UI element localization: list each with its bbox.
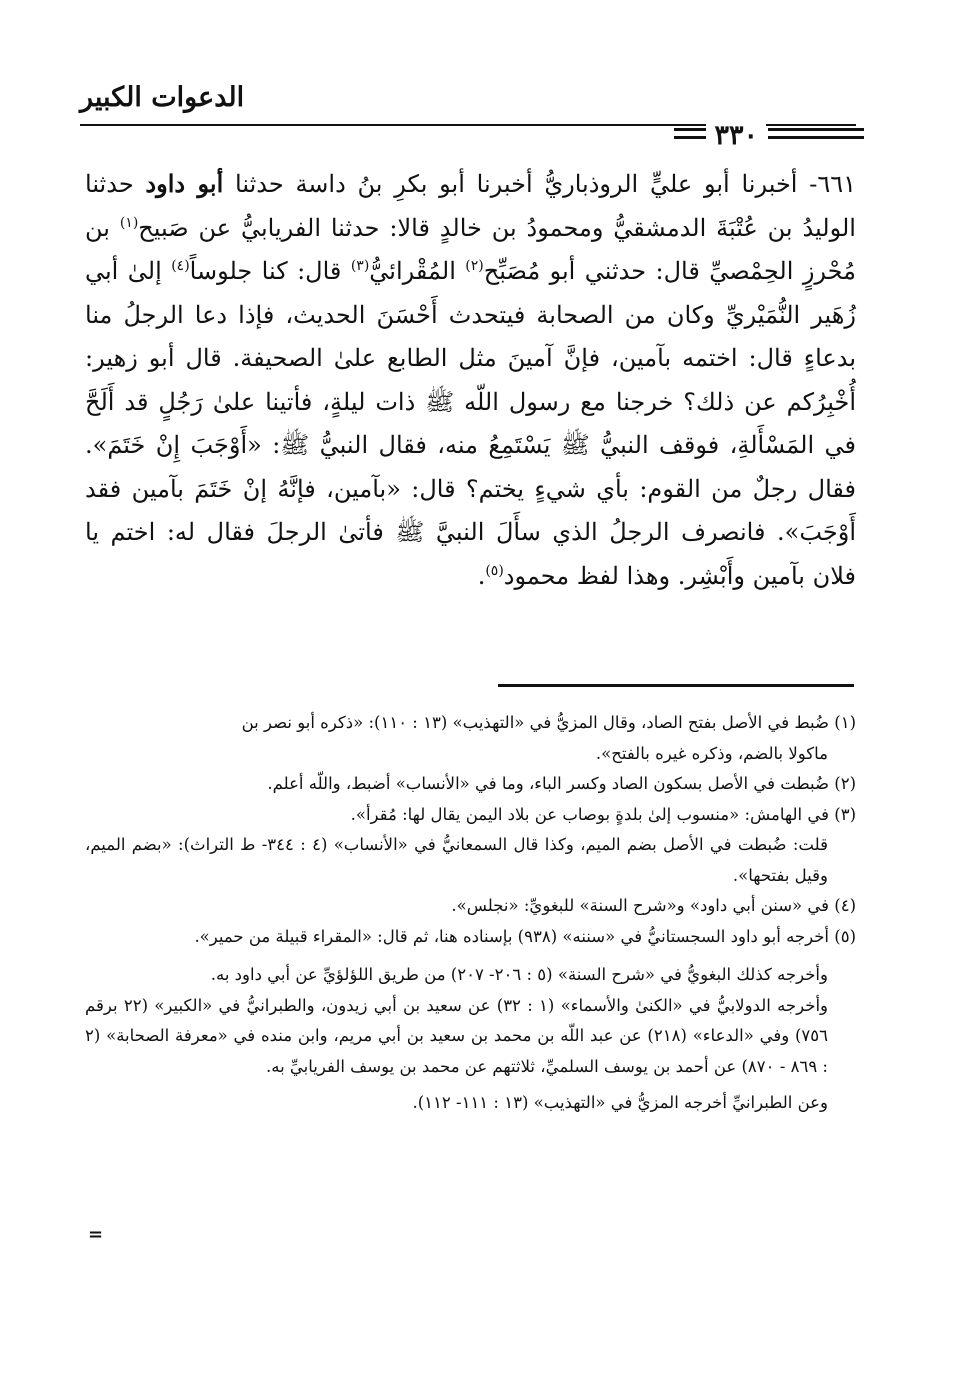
footnote-ref-5[interactable]: (٥): [485, 562, 504, 579]
page-number-ornament: [674, 120, 864, 150]
footnote-3: (٣) في الهامش: «منسوب إلىٰ بلدةٍ بوصاب عن بلاد اليمن يقال لها: مُقرأ».: [350, 804, 856, 824]
page-number: ٣٣٠: [706, 120, 766, 151]
footnotes: [85, 708, 856, 1119]
main-text: [85, 162, 856, 598]
footnote-separator: [498, 684, 854, 687]
text-segment: أخبرنا أبو عليٍّ الروذباريُّ أخبرنا أبو بكرِ بنُ داسة حدثنا: [235, 170, 798, 198]
footnote-ref-2[interactable]: (٢): [465, 258, 484, 274]
text-segment: بن مُحْرزٍ الحِمْصيِّ قال: حدثني أبو مُصَبِّح: [85, 213, 856, 285]
text-segment: حدثنا الوليدُ بن عُتْبَةَ الدمشقيُّ ومحمودُ بن خالدٍ قالا: حدثنا الفريابيُّ عن صَبيح: [85, 170, 856, 242]
hadith-number: ٦٦١-: [809, 170, 856, 198]
hadith-paragraph: [85, 162, 856, 598]
footnote-2: (٢) ضُبطت في الأصل بسكون الصاد وكسر الباء، وما في «الأنساب» أضبط، واللّه أعلم.: [267, 774, 856, 793]
continuation-mark: =: [88, 1224, 104, 1245]
footnote-5: (٥) أخرجه أبو داود السجستانيُّ في «سننه» (٩٣٨) بإسناده هنا، ثم قال: «المقراء قبيلة من حمير».: [194, 926, 856, 946]
page-number-double-rule-right: [768, 128, 864, 139]
footnote-1-continued: ماكولا بالضم، وذكره غيره بالفتح».: [595, 743, 828, 763]
footnote-3-continued: قلت: ضُبطت في الأصل بضم الميم، وكذا قال السمعانيُّ في «الأنساب» (٤ : ٣٤٤- ط التراث): «بضم الميم، وقيل بفتحها».: [85, 835, 828, 885]
running-header-title: الدعوات الكبير: [80, 82, 245, 113]
footnote-1: (١) ضُبط في الأصل بفتح الصاد، وقال المزيُّ في «التهذيب» (١٣ : ١١٠): «ذكره أبو نصر بن: [241, 713, 856, 732]
footnote-ref-1[interactable]: (١): [119, 214, 139, 231]
text-segment: .: [477, 561, 486, 590]
footnote-5-continued: وأخرجه الدولابيُّ في «الكنىٰ والأسماء» (١ : ٣٢) عن سعيد بن أبي زيدون، والطبرانيُّ في «الكبير» (٢٢ برقم ٧٥٦) وفي «الدعاء» (٢١٨) عن عبد اللّه بن محمد بن سعيد بن أبي مريم، وابن منده في «معرفة الصحابة» (٢ : ٨٦٩ - ٨٧٠) عن أحمد بن يوسف السلميِّ، ثلاثتهم عن محمد بن يوسف الفريابيِّ به.: [85, 995, 829, 1076]
abu-dawud-bold: أبو داود: [145, 169, 224, 198]
footnote-5-continued: وأخرجه كذلك البغويُّ في «شرح السنة» (٥ : ٢٠٦- ٢٠٧) من طريق اللؤلؤيِّ عن أبي داود به.: [210, 965, 828, 984]
footnote-5-continued: وعن الطبرانيِّ أخرجه المزيُّ في «التهذيب» (١٣ : ١١١- ١١٢).: [412, 1093, 828, 1112]
footnote-ref-4[interactable]: (٤): [171, 258, 190, 274]
footnote-ref-3[interactable]: (٣): [350, 258, 370, 274]
footnote-4: (٤) في «سنن أبي داود» و«شرح السنة» للبغويِّ: «نجلس».: [451, 896, 856, 915]
text-segment: قال: كنا جلوساً: [189, 257, 342, 285]
text-segment: إلىٰ أبي زُهَير النُّمَيْريِّ وكان من الصحابة فيتحدث أَحْسَنَ الحديث، فإذا دعا الرجلُ منا بدعاءٍ قال: اختمه بآمين، فإنَّ آمينَ مثل الطابع علىٰ الصحيفة. قال أبو زهير: أُخْبِرُكم عن ذلك؟ خرجنا مع رسول اللّه ﷺ ذات ليلةٍ، فأتينا علىٰ رَجُلٍ قد أَلَحَّ في المَسْأَلةِ، فوقف النبيُّ ﷺ يَسْتَمِعُ منه، فقال النبيُّ ﷺ: «أَوْجَبَ إِنْ خَتَمَ». فقال رجلٌ من القوم: بأي شيءٍ يختم؟ قال: «بآمين، فإنَّهُ إنْ خَتَمَ بآمين فقد أَوْجَبَ». فانصرف الرجلُ الذي سأَلَ النبيَّ ﷺ فأتىٰ الرجلَ فقال له: اختم يا فلان بآمين وأَبْشِر. وهذا لفظ محمود: [85, 257, 856, 590]
text-segment: المُقْرائيُّ: [369, 257, 456, 285]
